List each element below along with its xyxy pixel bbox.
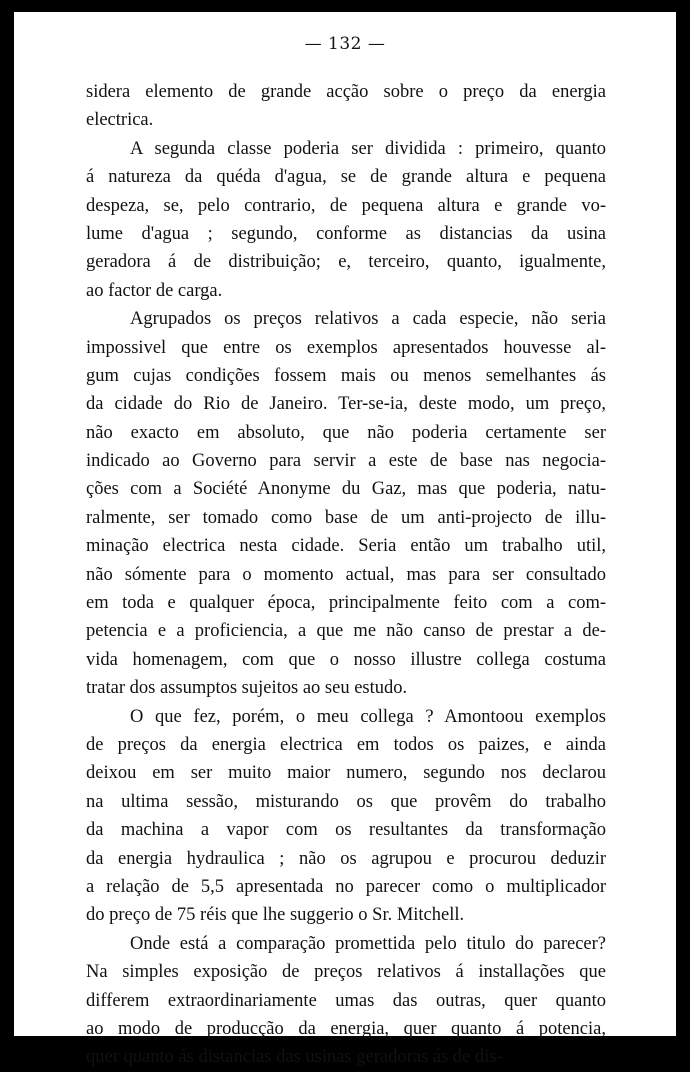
text-line: Na simples exposição de preços relativos á installações que: [86, 962, 606, 983]
text-line: ralmente, ser tomado como base de um anti-projecto de illu-: [86, 507, 606, 528]
text-line: não exacto em absoluto, que não poderia certamente ser: [86, 422, 606, 443]
paragraph: [86, 305, 606, 702]
text-line: ao factor de carga.: [86, 280, 223, 301]
text-line: lume d'agua ; segundo, conforme as distancias da usina: [86, 223, 606, 244]
text-line: gum cujas condições fossem mais ou menos semelhantes ás: [86, 365, 606, 386]
paragraph: [86, 135, 606, 305]
text-line: da energia hydraulica ; não os agrupou e procurou deduzir: [86, 848, 606, 869]
text-line: da cidade do Rio de Janeiro. Ter-se-ia, deste modo, um preço,: [86, 394, 606, 415]
page-number: — 132 —: [304, 34, 386, 54]
text-line: sidera elemento de grande acção sobre o preço da energia: [86, 82, 606, 102]
text-line: impossivel que entre os exemplos apresentados houvesse al-: [86, 337, 606, 358]
text-line: Agrupados os preços relativos a cada especie, não seria: [130, 309, 606, 330]
text-line: indicado ao Governo para servir a este de base nas negocia-: [86, 451, 606, 472]
text-line: electrica.: [86, 110, 154, 131]
paragraph: [86, 78, 606, 135]
text-line: O que fez, porém, o meu collega ? Amontoou exemplos: [130, 706, 606, 727]
book-page: [14, 12, 676, 1068]
text-line: da machina a vapor com os resultantes da transformação: [86, 820, 606, 841]
text-line: petencia e a proficiencia, a que me não canso de prestar a de-: [86, 621, 606, 642]
text-line: despeza, se, pelo contrario, de pequena altura e grande vo-: [86, 195, 606, 216]
text-line: Onde está a comparação promettida pelo titulo do parecer?: [130, 933, 606, 954]
text-line: a relação de 5,5 apresentada no parecer como o multiplicador: [86, 876, 606, 897]
text-line: A segunda classe poderia ser dividida : primeiro, quanto: [130, 138, 606, 159]
text-line: do preço de 75 réis que lhe suggerio o Sr. Mitchell.: [86, 905, 465, 926]
paragraph: [86, 930, 606, 1072]
body-text: [86, 78, 606, 1072]
text-line: geradora á de distribuição; e, terceiro, quanto, igualmente,: [86, 252, 606, 273]
text-line: deixou em ser muito maior numero, segundo nos declarou: [86, 763, 606, 784]
text-line: ao modo de producção da energia, quer quanto á potencia,: [86, 1018, 606, 1039]
text-line: quer quanto ás distancias das usinas geradoras ás de dis-: [86, 1047, 503, 1068]
text-line: vida homenagem, com que o nosso illustre collega costuma: [86, 649, 606, 670]
text-line: na ultima sessão, misturando os que provêm do trabalho: [86, 791, 606, 812]
text-line: á natureza da quéda d'agua, se de grande altura e pequena: [86, 167, 606, 188]
text-line: em toda e qualquer época, principalmente feito com a com-: [86, 593, 606, 614]
text-line: tratar dos assumptos sujeitos ao seu estudo.: [86, 678, 408, 699]
text-line: differem extraordinariamente umas das outras, quer quanto: [86, 990, 606, 1011]
paragraph: [86, 703, 606, 930]
text-line: não sómente para o momento actual, mas para ser consultado: [86, 564, 606, 585]
text-line: minação electrica nesta cidade. Seria então um trabalho util,: [86, 536, 606, 557]
text-line: ções com a Société Anonyme du Gaz, mas que poderia, natu-: [86, 479, 606, 500]
text-line: de preços da energia electrica em todos os paizes, e ainda: [86, 734, 606, 755]
